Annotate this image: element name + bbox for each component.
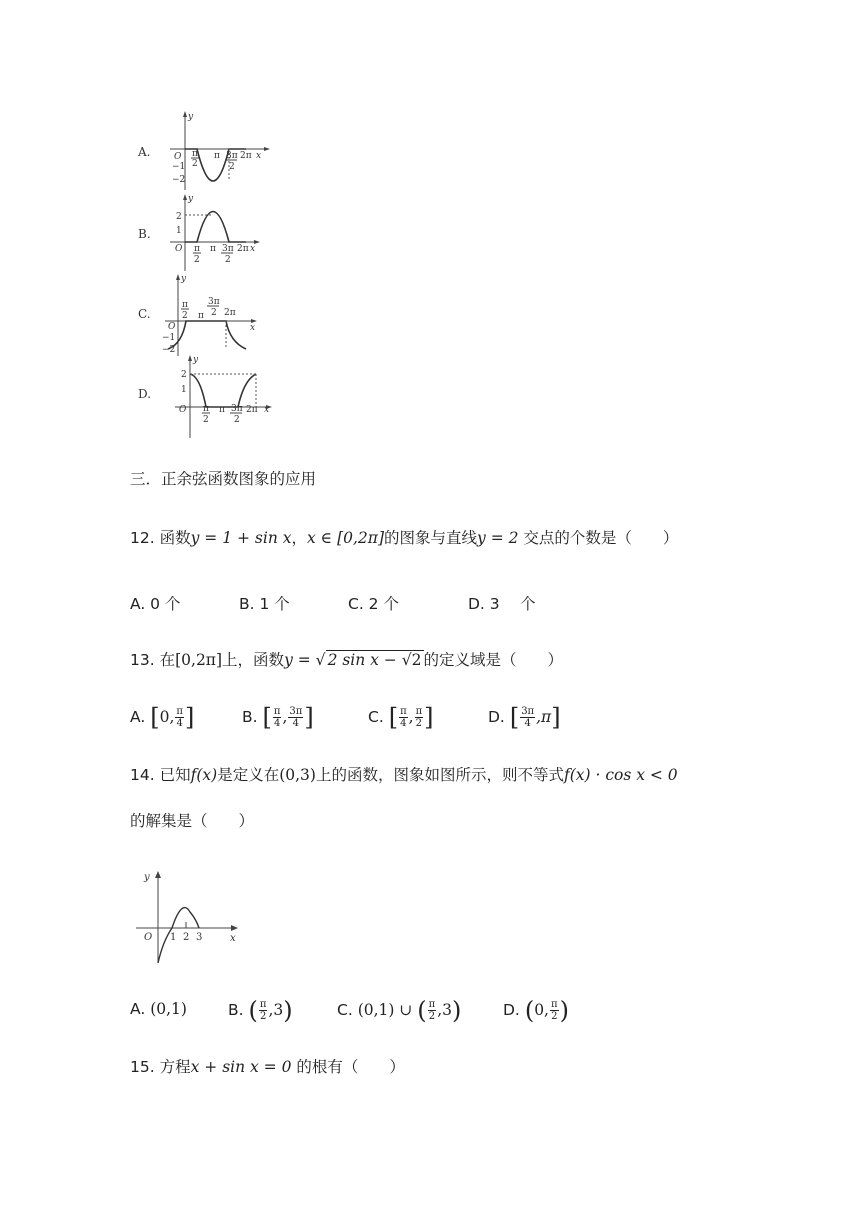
q14-graph-tick-2: 2: [183, 932, 190, 943]
question-15: [130, 1057, 405, 1077]
q13-inner-radicand: 2: [411, 651, 422, 669]
q13-number: 13.: [130, 651, 155, 669]
q14-option-c-num: π: [428, 999, 436, 1010]
q13-option-b-num1: π: [273, 706, 281, 717]
q14-option-b-den: 2: [259, 1011, 267, 1022]
q14-option-b: B. ( $\frac{\pi}{2}$ ,3): [228, 996, 293, 1025]
q13-text-2: 上，函数: [222, 651, 285, 669]
q13-formula-1: [0,2π]: [175, 651, 223, 669]
q14-option-a-label: A.: [130, 1000, 146, 1018]
q14-graph-x: x: [230, 933, 236, 944]
q12-formula-3: y = 2: [477, 529, 519, 547]
option-d-two: 2: [181, 370, 187, 380]
option-a-2pi: 2π: [240, 151, 252, 161]
q13-option-b-num2: 3π: [289, 706, 303, 717]
section-title: 三．正余弦函数图象的应用: [130, 470, 317, 488]
q14-graph-tick-3: 3: [196, 932, 203, 943]
option-c-pi: π: [198, 311, 204, 321]
option-b-label: B.: [138, 227, 151, 241]
option-d-y: y: [193, 355, 199, 365]
q14-option-b-post: ,3: [268, 1001, 284, 1019]
q14-graph: [130, 866, 250, 970]
q13-text-1: 在: [159, 651, 176, 669]
q13-option-d: D. [ $\frac{3\pi}{4}$ ,π]: [488, 703, 561, 732]
q12-formula-2: x ∈ [0,2π]: [307, 529, 385, 547]
q13-text-3: 的定义域是（ ）: [423, 651, 564, 669]
q14-option-d: D. (0, $\frac{\pi}{2}$ ): [503, 996, 569, 1025]
q13-radical: √ 2 sin x − √2: [315, 651, 422, 669]
q13-option-c-num2: π: [415, 706, 423, 717]
q14-option-d-pre: 0,: [534, 1001, 549, 1019]
option-d-pi: π: [219, 405, 225, 415]
q12-text-3: 的图象与直线: [384, 529, 478, 547]
option-b-x: x: [250, 244, 256, 254]
graph-options-svg: [130, 108, 290, 443]
option-c-label: C.: [138, 307, 151, 321]
option-b-2pi: 2π: [237, 244, 249, 254]
option-d-x: x: [264, 405, 270, 415]
q15-number: 15.: [130, 1058, 155, 1076]
question-14: [130, 765, 678, 785]
option-c-2pi: 2π: [224, 308, 236, 318]
option-b-two: 2: [176, 212, 182, 222]
q14-formula-2: (0,3): [279, 766, 316, 784]
option-c-pi2d: 2: [182, 311, 188, 321]
q15-formula-1: x + sin x = 0: [190, 1058, 292, 1076]
q14-graph-y: y: [144, 872, 150, 883]
option-a-o: O: [174, 152, 182, 162]
q14-line-2: 的解集是（ ）: [130, 812, 255, 830]
q12-option-a: A. 0 个: [130, 595, 181, 613]
q14-option-a: [130, 999, 187, 1019]
option-c-o: O: [168, 322, 176, 332]
q13-option-a-den: 4: [176, 718, 183, 729]
option-d-pi32n: 3π: [231, 404, 243, 414]
q13-option-b-label: B.: [242, 708, 258, 726]
option-b-pi32d: 2: [225, 255, 231, 265]
q13-option-c-label: C.: [368, 708, 384, 726]
q14-option-c-den: 2: [428, 1011, 436, 1022]
option-a-label: A.: [138, 145, 151, 159]
option-b-pi2n: π: [194, 244, 200, 254]
q14-option-d-num: π: [550, 999, 558, 1010]
option-a-pi32d: 2: [229, 162, 235, 172]
q13-radicand: 2 sin x −: [327, 651, 402, 669]
option-b-pi2d: 2: [194, 255, 200, 265]
q13-option-a-num: π: [176, 706, 183, 717]
q15-text-1: 方程: [159, 1058, 191, 1076]
option-c-pi32n: 3π: [208, 297, 220, 307]
option-a-pi2n: π: [192, 149, 198, 159]
option-a-pi: π: [214, 151, 220, 161]
q13-option-d-num: 3π: [521, 706, 535, 717]
option-c-pi2n: π: [182, 300, 188, 310]
option-a-neg1: −1: [172, 162, 186, 172]
option-d-2pi: 2π: [246, 405, 258, 415]
option-d-pi2n: π: [203, 404, 209, 414]
option-a-neg2: −2: [172, 175, 186, 185]
q14-text-3: 上的函数，图象如图所示，则不等式: [315, 766, 564, 784]
q14-option-b-num: π: [259, 999, 267, 1010]
q12-number: 12.: [130, 529, 155, 547]
q12-formula-1: y = 1 + sin x: [190, 529, 292, 547]
option-a-y: y: [188, 112, 194, 122]
q14-formula-3: f(x) · cos x < 0: [563, 766, 678, 784]
q13-option-c-den1: 4: [400, 718, 407, 729]
question-13: [130, 650, 563, 670]
option-a-x: x: [256, 151, 262, 161]
option-c-pi32d: 2: [211, 308, 217, 318]
q14-formula-1: f(x): [190, 766, 218, 784]
q14-option-d-label: D.: [503, 1001, 520, 1019]
q14-graph-svg: [130, 866, 250, 966]
q14-text-1: 已知: [159, 766, 191, 784]
graph-options: [130, 108, 290, 443]
q14-option-b-label: B.: [228, 1001, 244, 1019]
q12-text-1: 函数: [159, 529, 191, 547]
option-a-pi2d: 2: [192, 159, 198, 169]
q14-graph-tick-1: 1: [170, 932, 177, 943]
q12-text-4: 交点的个数是（ ）: [518, 529, 679, 547]
q13-option-a: A. [0, $\frac{\pi}{4}$ ]: [130, 703, 195, 732]
q14-option-a-value: (0,1): [150, 1000, 187, 1018]
graph-option-d: [138, 355, 272, 438]
option-d-pi32d: 2: [234, 415, 240, 425]
option-c-neg2: −2: [162, 345, 176, 355]
option-b-pi: π: [210, 244, 216, 254]
q12-option-b: B. 1 个: [239, 595, 290, 613]
q13-option-d-den: 4: [524, 718, 531, 729]
q13-option-c: C. [ $\frac{\pi}{4}$ , $\frac{\pi}{2}$ ]: [368, 703, 434, 732]
q13-option-a-label: A.: [130, 708, 146, 726]
q13-option-b-den2: 4: [292, 718, 300, 729]
option-a-pi32n: 3π: [226, 151, 238, 161]
q13-option-a-pre: 0,: [159, 708, 175, 726]
q13-option-c-num1: π: [400, 706, 407, 717]
q14-option-c-pre: (0,1) ∪: [357, 1001, 418, 1019]
option-c-y: y: [181, 274, 187, 284]
option-c-x: x: [250, 323, 256, 333]
q13-option-c-den2: 2: [415, 718, 423, 729]
q14-text-2: 是定义在: [217, 766, 280, 784]
q14-option-d-den: 2: [551, 1011, 558, 1022]
option-b-one: 1: [176, 226, 182, 236]
q15-text-2: 的根有（ ）: [291, 1058, 405, 1076]
q12-text-2: ，: [291, 529, 307, 547]
q13-option-d-post: ,π: [536, 708, 552, 726]
graph-option-a: [137, 111, 270, 190]
q12-option-c: C. 2 个: [348, 595, 399, 613]
option-d-label: D.: [138, 387, 152, 401]
option-d-one: 1: [181, 385, 187, 395]
q14-number: 14.: [130, 766, 155, 784]
option-d-pi2d: 2: [203, 415, 209, 425]
q13-option-d-label: D.: [488, 708, 505, 726]
option-b-o: O: [175, 244, 183, 254]
q14-graph-o: O: [144, 932, 153, 943]
option-c-neg1: −1: [162, 333, 176, 343]
q14-option-c: C. (0,1) ∪ ( $\frac{\pi}{2}$ ,3): [337, 996, 462, 1025]
graph-option-c: [138, 274, 257, 356]
option-d-o: O: [179, 405, 187, 415]
option-b-pi32n: 3π: [222, 244, 234, 254]
q14-option-c-post: ,3: [437, 1001, 453, 1019]
graph-option-b: [138, 194, 260, 271]
q13-formula-2: y =: [284, 651, 311, 669]
q13-option-b: B. [ $\frac{\pi}{4}$ , $\frac{3\pi}{4}$ ]: [242, 703, 314, 732]
q14-option-c-label: C.: [337, 1001, 353, 1019]
question-12: [130, 528, 678, 548]
q12-option-d: D. 3 个: [468, 595, 536, 613]
option-b-y: y: [188, 194, 194, 204]
q13-option-b-den1: 4: [273, 718, 281, 729]
